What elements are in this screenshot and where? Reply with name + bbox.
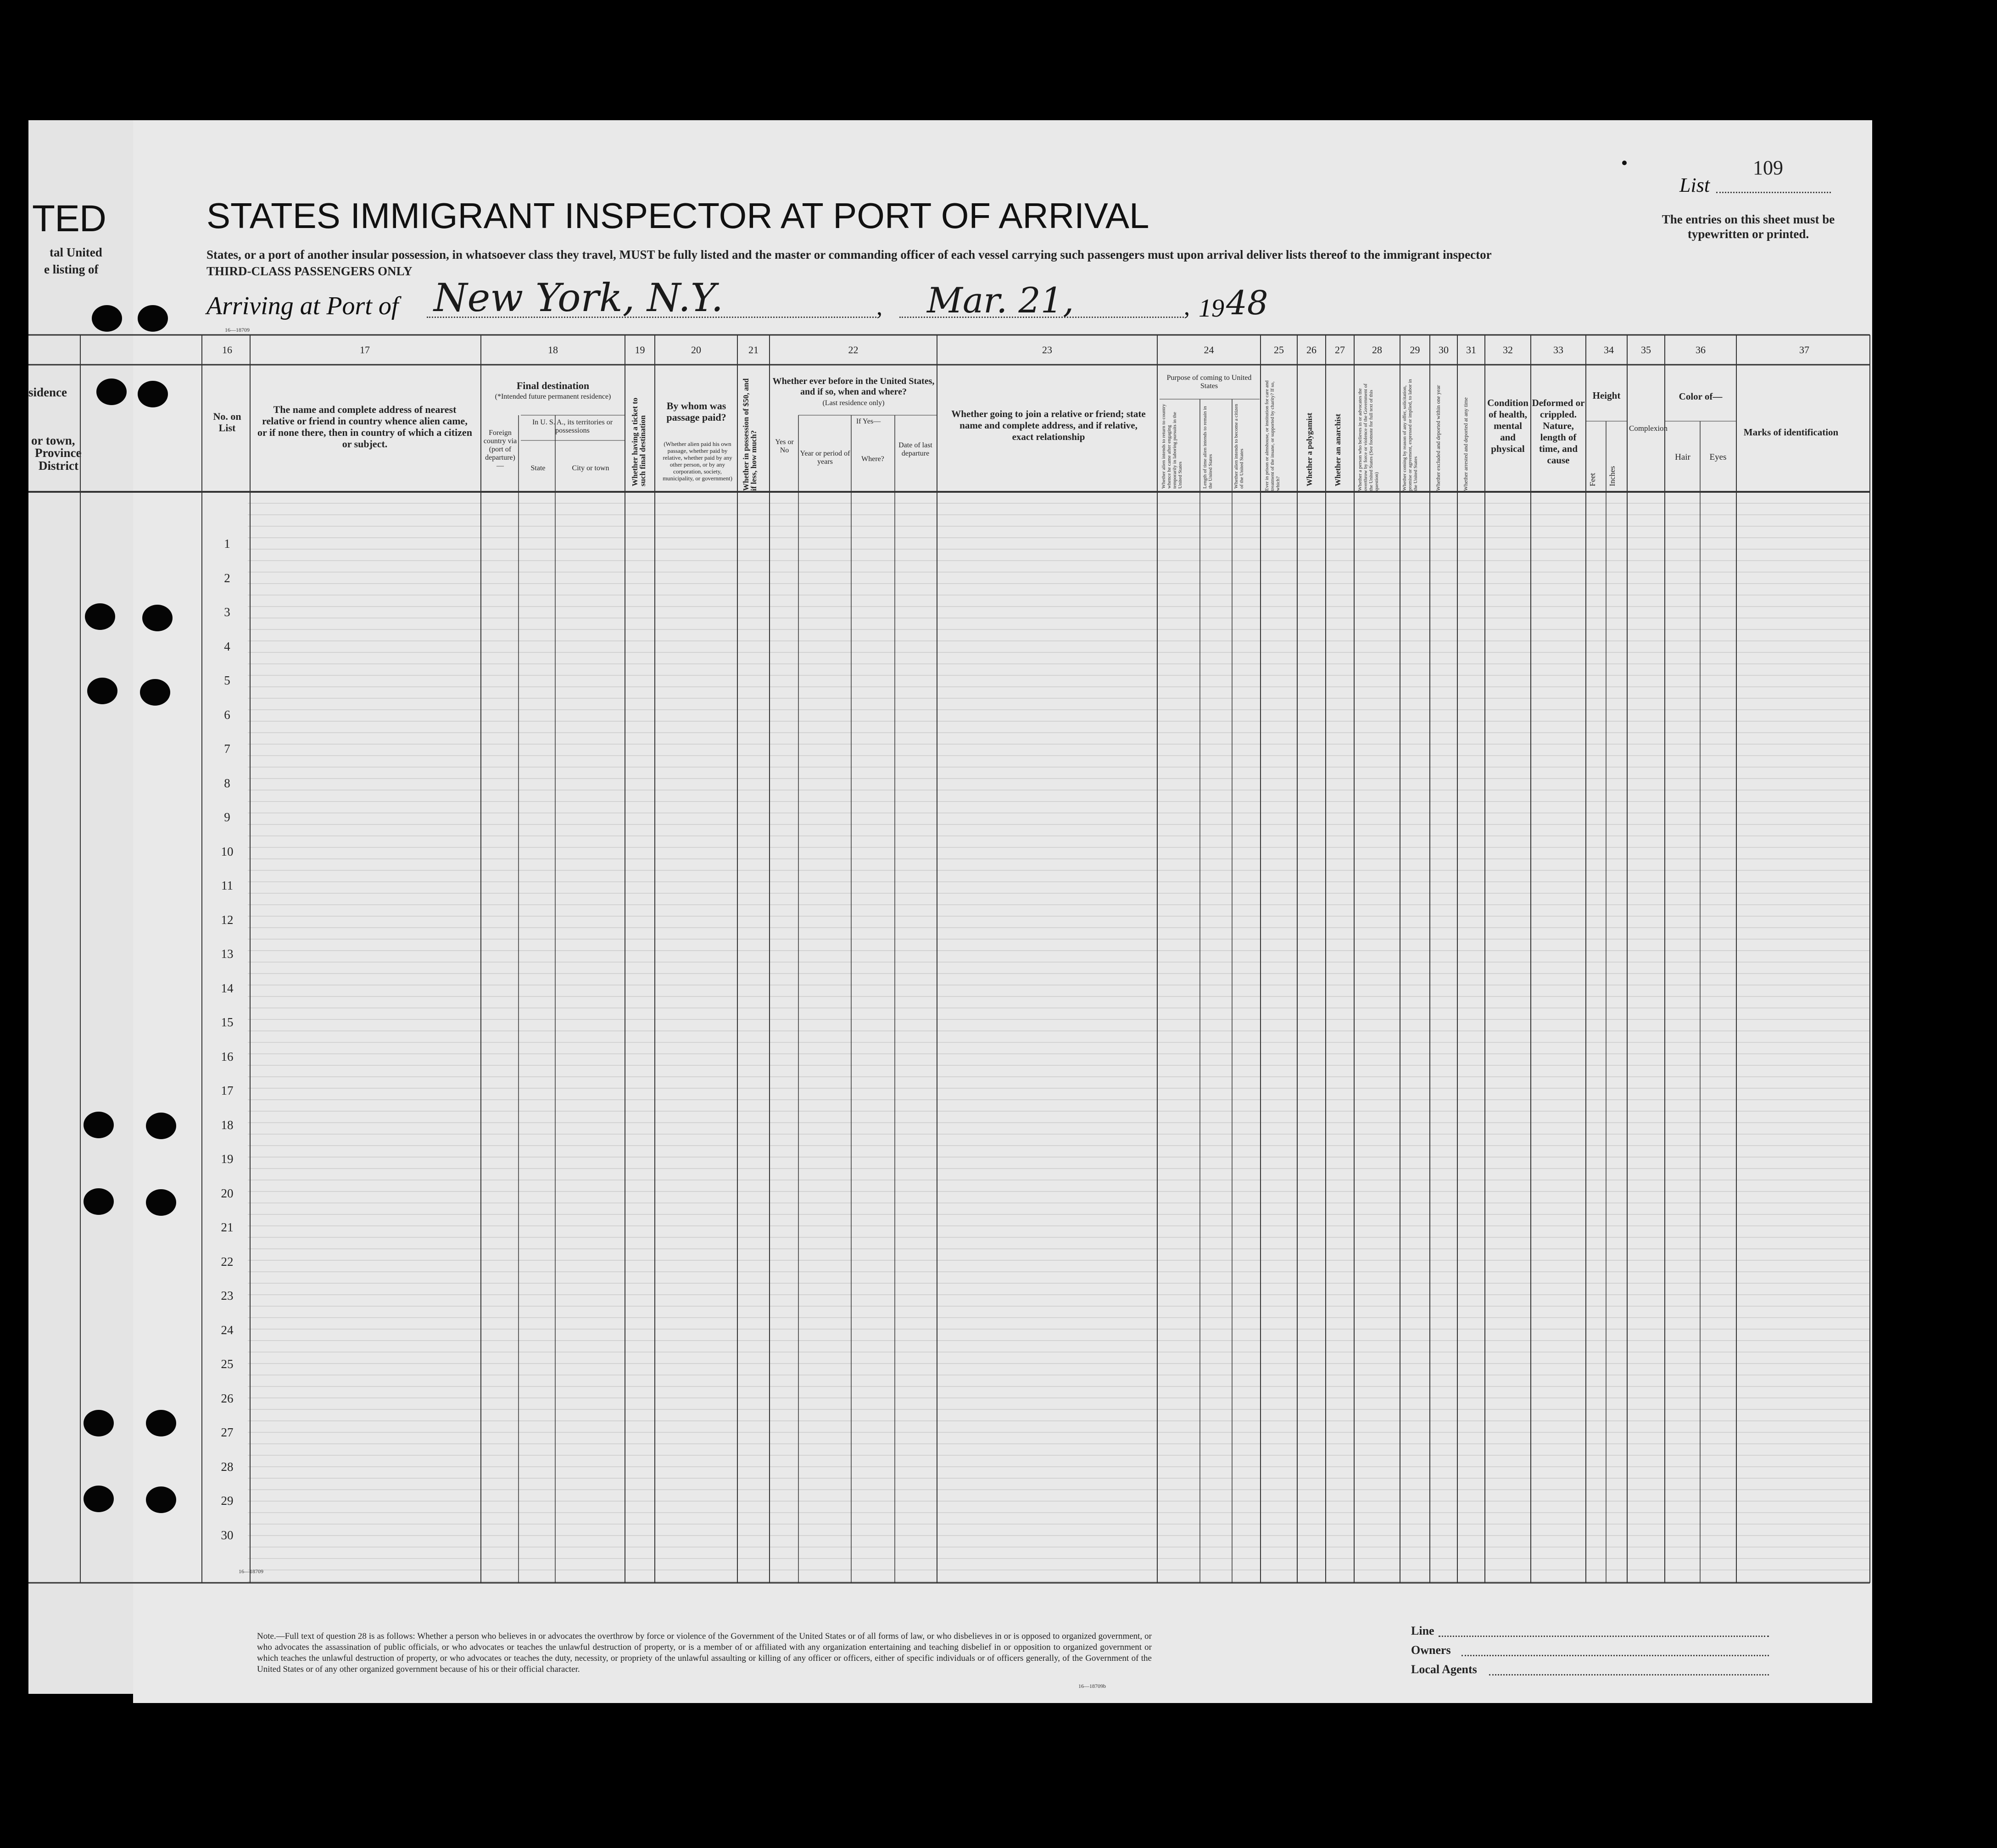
row-number: 24 (221, 1323, 234, 1337)
col-num-22: 22 (848, 344, 859, 356)
punch-hole (146, 1410, 176, 1436)
row-number: 1 (224, 537, 230, 551)
header-foreign-country: Foreign country via (port of departure)— (483, 429, 517, 470)
row-number: 17 (221, 1084, 234, 1097)
col-num-23: 23 (1042, 344, 1052, 356)
row-number: 30 (221, 1528, 234, 1542)
header-ever-before: Whether ever before in the United States, and if so, when and where? (772, 376, 935, 397)
row-number: 11 (221, 879, 233, 892)
col-num-24: 24 (1204, 344, 1214, 356)
header-purpose: Purpose of coming to United States (1166, 374, 1252, 390)
row-number: 8 (224, 776, 230, 790)
stub-line-2: e listing of (44, 262, 99, 276)
row-number: 10 (221, 844, 234, 858)
header-deported: Whether arrested and deported at any time (1462, 397, 1469, 491)
header-yes-no: Yes or No (775, 438, 794, 454)
form-code-top: 16—18709 (225, 327, 250, 333)
header-anarchist: Whether an anarchist (1333, 413, 1342, 486)
row-number: 18 (221, 1118, 234, 1132)
header-final-destination-sub: (*Intended future permanent residence) (495, 393, 611, 401)
year-suffix: 48 (1226, 284, 1268, 322)
punch-hole (146, 1113, 176, 1139)
header-years: Year or period of years (800, 450, 850, 466)
form-code-bottom: 16—18709 (239, 1568, 263, 1575)
header-where: Where? (861, 455, 884, 463)
punch-hole (138, 305, 168, 332)
punch-hole (142, 605, 173, 631)
row-number: 14 (221, 981, 234, 995)
header-nearest-relative: The name and complete address of nearest relative or friend in country whence alien came, or if none there, then in country of which a citizen or subject. (257, 404, 472, 450)
col-num-28: 28 (1372, 344, 1382, 356)
col-num-33: 33 (1553, 344, 1563, 356)
header-state: State (530, 464, 546, 472)
row-number: 20 (221, 1186, 234, 1200)
header-complexion: Complexion (1629, 424, 1668, 433)
row-number: 25 (221, 1357, 234, 1371)
header-inches: Inches (1608, 466, 1617, 486)
arrival-date: Mar. 21, (927, 280, 1074, 321)
col-num-27: 27 (1335, 344, 1345, 356)
col-num-19: 19 (635, 344, 645, 356)
header-prison: Ever in prison or almshouse, or institution for care and treatment of the insane, or supported by charity? If so, which? (1264, 380, 1281, 491)
row-number: 23 (221, 1289, 234, 1303)
footnote-question-28: Note.—Full text of question 28 is as follows: Whether a person who believes in or advocates the overthrow by force or violence of the Government of the United States or of all forms of law, or who disbelieves in or is opposed to organized government, or who advocates the assassination of public officials, or who advocates or teaches the unlawful destruction of property, or is a member of or affiliated with any organization entertaining and teaching disbelief in or opposition to organized government or which teaches the unlawful destruction of property, or who advocates or teaches the duty, necessity, or propriety of the unlawful assaulting or killing of any officer or officers, either of specific individuals or of officers generally, of the Government of the United States or of any other organized government because of his or their official character. (257, 1631, 1152, 1674)
arrival-port: New York, N.Y. (434, 275, 724, 320)
header-final-destination: Final destination (516, 380, 590, 391)
punch-hole (146, 1486, 176, 1513)
line-label: Line (1411, 1624, 1434, 1637)
header-feet: Feet (1588, 473, 1597, 486)
arriving-port-label: Arriving at Port of (206, 292, 399, 320)
header-passage-paid-sub: (Whether alien paid his own passage, whether paid by relative, whether paid by any other person, or by any corporation, society, municipality, or government) (663, 440, 732, 482)
row-number: 9 (224, 810, 230, 824)
stub-col-label-1: sidence (28, 385, 67, 399)
footnote-form-code: 16—18709b (1078, 1683, 1106, 1689)
stub-col-label-2: or town, (31, 434, 75, 447)
owners-label: Owners (1411, 1643, 1451, 1657)
header-purpose-citizen: Whether alien intends to become a citizen of the United States (1233, 404, 1244, 489)
class-note: THIRD-CLASS PASSENGERS ONLY (206, 264, 413, 278)
row-number: 22 (221, 1254, 234, 1269)
list-label: List (1679, 174, 1710, 196)
punch-hole (138, 381, 168, 407)
header-last-residence: (Last residence only) (822, 399, 885, 407)
stub-line-1: tal United (50, 245, 102, 259)
col-num-29: 29 (1410, 344, 1420, 356)
col-num-30: 30 (1439, 344, 1449, 356)
row-number: 27 (221, 1425, 234, 1439)
punch-hole (84, 1188, 114, 1215)
row-number: 13 (221, 947, 234, 961)
header-eyes: Eyes (1709, 452, 1727, 462)
header-fifty-dollars: Whether in possession of $50, and if less, how much? (742, 378, 758, 491)
header-purpose-return: Whether alien intends to return to country whence he came after engaging temporarily in laboring pursuits in the United States (1161, 404, 1183, 489)
row-number: 12 (221, 913, 234, 927)
col-num-35: 35 (1641, 344, 1651, 356)
row-number: 16 (221, 1049, 234, 1063)
col-num-37: 37 (1799, 344, 1809, 356)
header-purpose-length: Length of time alien intends to remain in the United States (1202, 406, 1213, 489)
col-num-17: 17 (360, 344, 370, 356)
header-polygamist: Whether a polygamist (1305, 412, 1314, 486)
row-number: 5 (224, 674, 230, 687)
header-health: Condition of health, mental and physical (1487, 397, 1528, 454)
header-contract-labor: Whether coming by reason of any offer, solicitation, promise or agreement, expressed or implied, to labor in the United States (1402, 379, 1418, 491)
form-title: STATES IMMIGRANT INSPECTOR AT PORT OF ARRIVAL (206, 195, 1149, 236)
row-number: 7 (224, 742, 230, 756)
typewritten-note: The entries on this sheet must be typewritten or printed. (1662, 212, 1835, 241)
punch-hole (84, 1486, 114, 1512)
col-num-31: 31 (1466, 344, 1476, 356)
row-number: 29 (221, 1494, 234, 1508)
row-number: 4 (224, 639, 230, 653)
col-num-25: 25 (1274, 344, 1284, 356)
punch-hole (146, 1189, 176, 1216)
col-num-34: 34 (1604, 344, 1614, 356)
punch-hole (140, 679, 170, 706)
punch-hole (84, 1112, 114, 1138)
header-height: Height (1592, 390, 1621, 401)
col-num-26: 26 (1306, 344, 1316, 356)
punch-hole (84, 1410, 114, 1436)
col-num-16: 16 (222, 344, 232, 356)
header-color-of: Color of— (1679, 391, 1723, 402)
stub-col-label-3: Province (35, 446, 82, 460)
form-notice: States, or a port of another insular possession, in whatsoever class they travel, MUST be fully listed and the master or commanding officer of each vessel carrying such passengers must upon arrival deliver lists thereof to the immigrant inspector (206, 248, 1492, 262)
col-num-32: 32 (1503, 344, 1513, 356)
year-prefix: 19 (1199, 294, 1224, 323)
punch-hole (85, 603, 115, 630)
header-last-departure: Date of last departure (898, 441, 932, 457)
col-num-18: 18 (548, 344, 558, 356)
header-marks: Marks of identification (1743, 427, 1839, 438)
header-if-yes: If Yes— (856, 417, 881, 425)
header-excluded: Whether excluded and deported within one year (1435, 385, 1441, 491)
header-no-on-list: No. on List (213, 411, 241, 434)
header-hair: Hair (1675, 452, 1690, 462)
header-overthrow: Whether a person who believes in or advocates the overthrow by force or violence of the Government of the United States (See footnote for full text of this question) (1357, 384, 1379, 491)
col-num-36: 36 (1696, 344, 1706, 356)
row-number: 19 (221, 1152, 234, 1166)
col-num-21: 21 (748, 344, 759, 356)
punch-hole (87, 678, 117, 704)
stub-title-fragment: TED (32, 198, 106, 239)
row-number: 2 (224, 571, 230, 585)
header-join-relative: Whether going to join a relative or friend; state name and complete address, and if relative, exact relationship (951, 408, 1146, 442)
header-passage-paid: By whom was passage paid? (666, 400, 726, 423)
row-number: 3 (224, 605, 230, 619)
row-number: 28 (221, 1459, 234, 1474)
punch-hole (92, 305, 122, 332)
list-number: 109 (1753, 156, 1783, 179)
row-number: 6 (224, 707, 230, 722)
row-number: 26 (221, 1391, 234, 1405)
stub-col-label-4: District (39, 459, 78, 473)
header-city: City or town (572, 464, 609, 472)
header-ticket: Whether having a ticket to such final destination (630, 397, 647, 486)
punch-hole (96, 379, 127, 405)
header-usa: In U. S. A., its territories or possessions (532, 418, 613, 434)
local-agents-label: Local Agents (1411, 1663, 1477, 1676)
row-number: 15 (221, 1015, 234, 1029)
row-number: 21 (221, 1220, 234, 1234)
col-num-20: 20 (691, 344, 701, 356)
header-deformed: Deformed or crippled. Nature, length of time, and cause (1532, 397, 1585, 466)
